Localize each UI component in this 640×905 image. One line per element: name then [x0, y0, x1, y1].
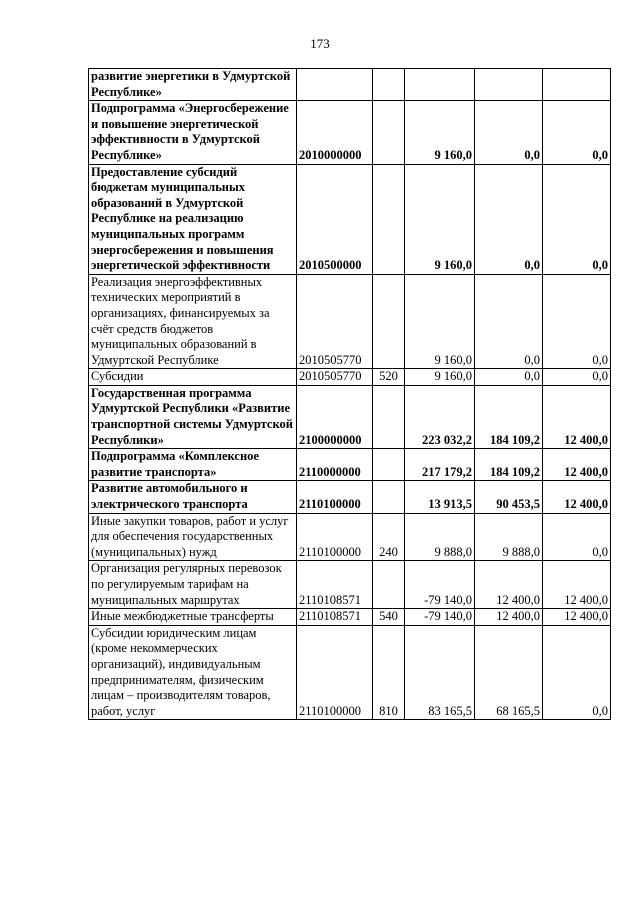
target-code-cell: 2100000000: [297, 385, 373, 448]
amount-3-cell: 12 400,0: [543, 481, 611, 513]
table-row: [89, 561, 611, 609]
expense-type-cell: [373, 101, 405, 164]
page-number: 173: [310, 36, 330, 51]
expense-type-cell: 540: [373, 609, 405, 626]
amount-3-cell: 0,0: [543, 164, 611, 274]
expense-type-cell: [373, 69, 405, 101]
item-name-cell: Развитие автомобильного и электрического транспорта: [89, 481, 297, 513]
amount-3-cell: 0,0: [543, 369, 611, 386]
amount-2-cell: 12 400,0: [475, 561, 543, 609]
amount-3-cell: 0,0: [543, 625, 611, 720]
amount-1-cell: 9 160,0: [405, 164, 475, 274]
table-row: [89, 625, 611, 720]
amount-2-cell: 184 109,2: [475, 385, 543, 448]
target-code-cell: 2010500000: [297, 164, 373, 274]
table-row: [89, 481, 611, 513]
expense-type-cell: [373, 385, 405, 448]
amount-1-cell: 223 032,2: [405, 385, 475, 448]
budget-table: [88, 68, 611, 720]
amount-2-cell: 0,0: [475, 274, 543, 369]
amount-3-cell: 12 400,0: [543, 561, 611, 609]
amount-3-cell: 12 400,0: [543, 449, 611, 481]
amount-3-cell: 0,0: [543, 101, 611, 164]
expense-type-cell: 810: [373, 625, 405, 720]
amount-1-cell: 9 160,0: [405, 274, 475, 369]
table-row: [89, 274, 611, 369]
amount-2-cell: 9 888,0: [475, 513, 543, 561]
table-row: [89, 164, 611, 274]
amount-1-cell: [405, 69, 475, 101]
target-code-cell: 2110108571: [297, 561, 373, 609]
amount-2-cell: 68 165,5: [475, 625, 543, 720]
item-name-cell: Организация регулярных перевозок по регулируемым тарифам на муниципальных маршрутах: [89, 561, 297, 609]
target-code-cell: 2010000000: [297, 101, 373, 164]
table-row: [89, 449, 611, 481]
amount-2-cell: 0,0: [475, 164, 543, 274]
table-row: [89, 101, 611, 164]
table-row: [89, 69, 611, 101]
item-name-cell: Реализация энергоэффективных технических мероприятий в организациях, финансируемых за счёт средств бюджетов муниципальных образований в Удмуртской Республике: [89, 274, 297, 369]
table-row: [89, 369, 611, 386]
amount-3-cell: 12 400,0: [543, 609, 611, 626]
table-row: [89, 385, 611, 448]
item-name-cell: Иные закупки товаров, работ и услуг для обеспечения государственных (муниципальных) нужд: [89, 513, 297, 561]
target-code-cell: 2010505770: [297, 274, 373, 369]
expense-type-cell: [373, 164, 405, 274]
target-code-cell: 2110100000: [297, 481, 373, 513]
amount-1-cell: 83 165,5: [405, 625, 475, 720]
target-code-cell: 2110108571: [297, 609, 373, 626]
amount-3-cell: 0,0: [543, 513, 611, 561]
target-code-cell: 2110000000: [297, 449, 373, 481]
item-name-cell: Субсидии юридическим лицам (кроме некоммерческих организаций), индивидуальным предпринимателям, физическим лицам – производителям товаров, работ, услуг: [89, 625, 297, 720]
amount-2-cell: 0,0: [475, 369, 543, 386]
expense-type-cell: [373, 449, 405, 481]
target-code-cell: 2110100000: [297, 625, 373, 720]
amount-1-cell: 13 913,5: [405, 481, 475, 513]
amount-1-cell: -79 140,0: [405, 561, 475, 609]
item-name-cell: Предоставление субсидий бюджетам муниципальных образований в Удмуртской Республике на реализацию муниципальных программ энергосбережения и повышения энергетической эффективности: [89, 164, 297, 274]
expense-type-cell: 520: [373, 369, 405, 386]
amount-2-cell: 90 453,5: [475, 481, 543, 513]
expense-type-cell: [373, 561, 405, 609]
table-row: [89, 513, 611, 561]
item-name-cell: Государственная программа Удмуртской Республики «Развитие транспортной системы Удмуртской Республики»: [89, 385, 297, 448]
expense-type-cell: 240: [373, 513, 405, 561]
item-name-cell: Подпрограмма «Комплексное развитие транспорта»: [89, 449, 297, 481]
target-code-cell: 2110100000: [297, 513, 373, 561]
item-name-cell: Подпрограмма «Энергосбережение и повышение энергетической эффективности в Удмуртской Республике»: [89, 101, 297, 164]
expense-type-cell: [373, 274, 405, 369]
amount-2-cell: 184 109,2: [475, 449, 543, 481]
amount-3-cell: 12 400,0: [543, 385, 611, 448]
amount-1-cell: 217 179,2: [405, 449, 475, 481]
amount-1-cell: 9 160,0: [405, 369, 475, 386]
amount-1-cell: 9 888,0: [405, 513, 475, 561]
amount-1-cell: -79 140,0: [405, 609, 475, 626]
item-name-cell: Иные межбюджетные трансферты: [89, 609, 297, 626]
budget-table-body: [89, 69, 611, 720]
item-name-cell: Субсидии: [89, 369, 297, 386]
amount-3-cell: [543, 69, 611, 101]
target-code-cell: [297, 69, 373, 101]
expense-type-cell: [373, 481, 405, 513]
amount-2-cell: [475, 69, 543, 101]
item-name-cell: развитие энергетики в Удмуртской Республике»: [89, 69, 297, 101]
amount-1-cell: 9 160,0: [405, 101, 475, 164]
amount-3-cell: 0,0: [543, 274, 611, 369]
table-row: [89, 609, 611, 626]
amount-2-cell: 12 400,0: [475, 609, 543, 626]
amount-2-cell: 0,0: [475, 101, 543, 164]
target-code-cell: 2010505770: [297, 369, 373, 386]
